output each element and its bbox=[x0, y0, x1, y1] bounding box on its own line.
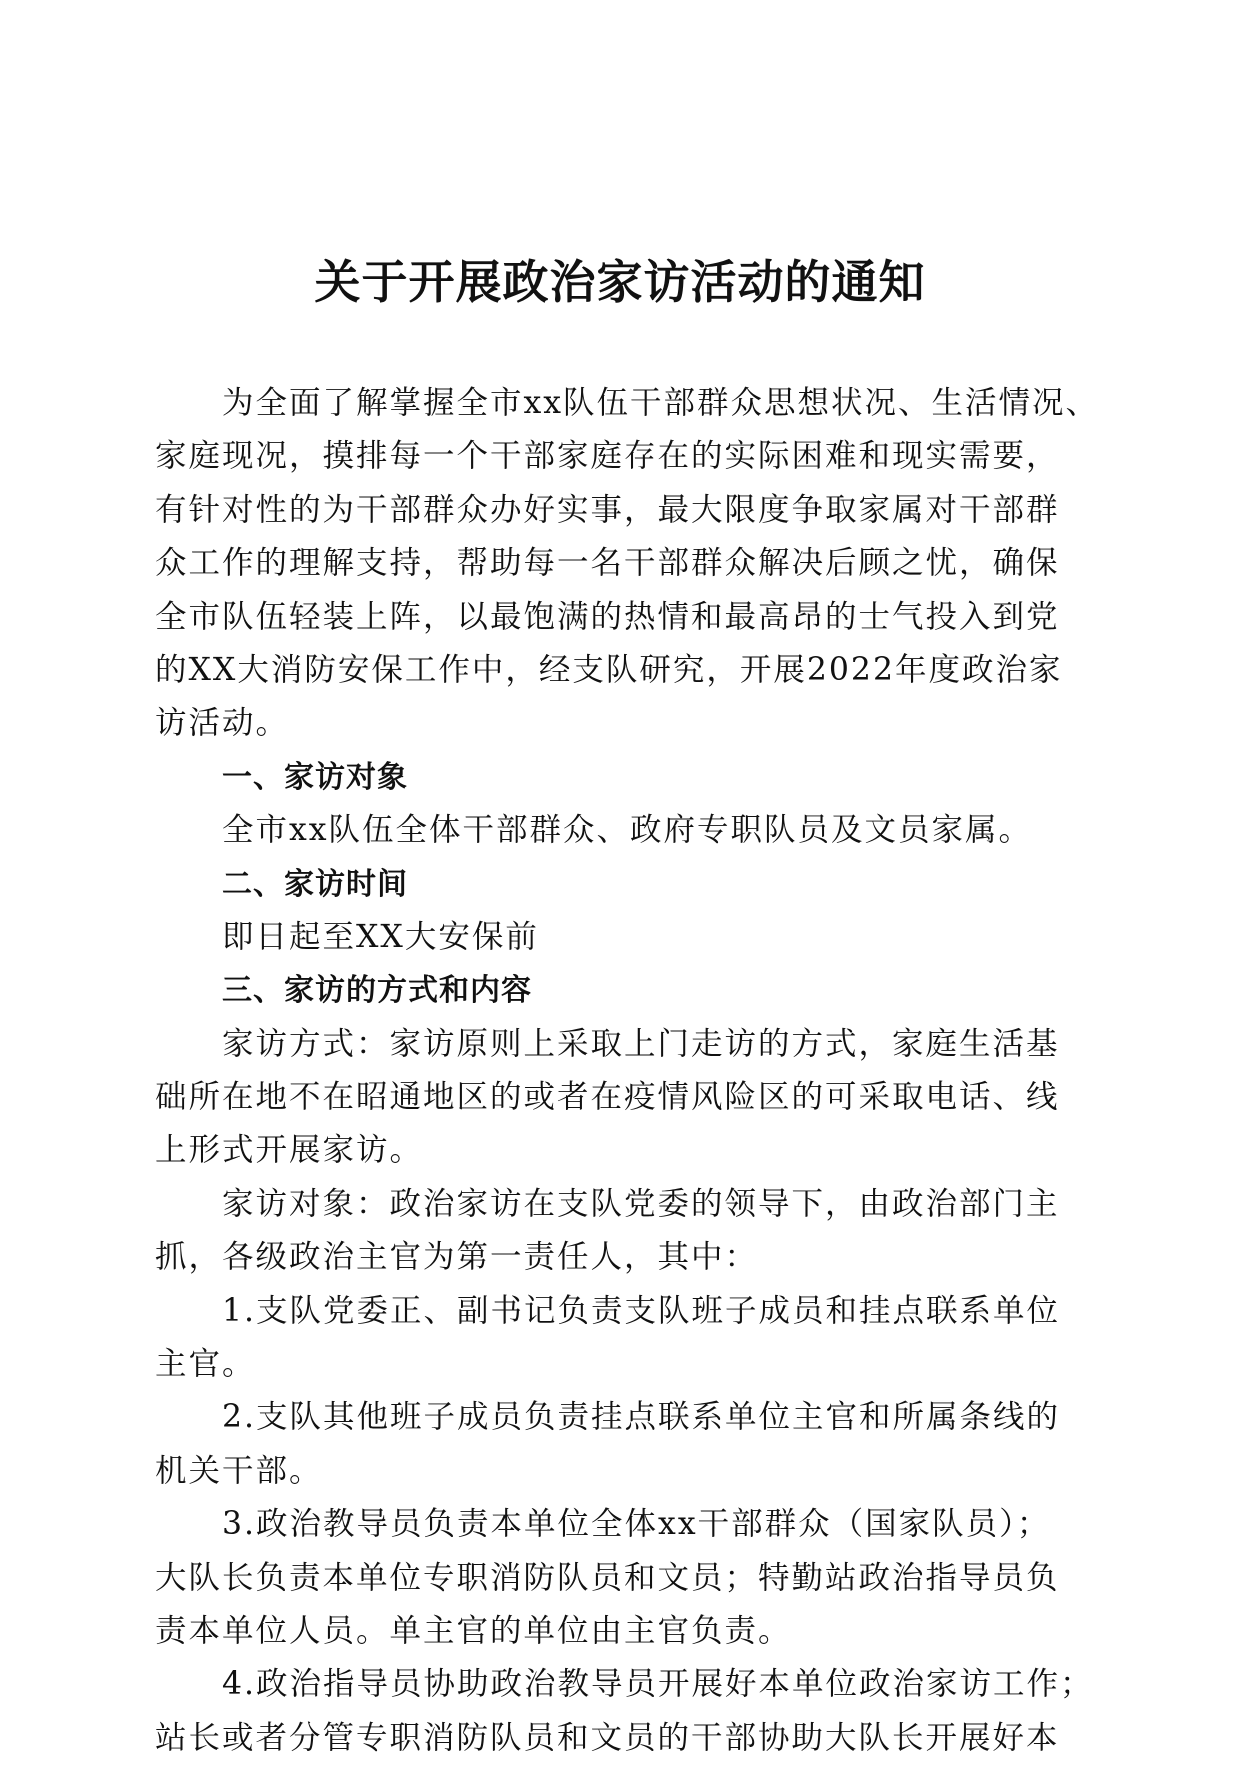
section-text-visit-targets bbox=[155, 804, 1085, 857]
paragraph-line: 为全面了解掌握全市xx队伍干部群众思想状况、生活情况、 bbox=[222, 385, 1100, 421]
paragraph-line: 即日起至XX大安保前 bbox=[222, 918, 539, 955]
paragraph-line: 2.支队其他班子成员负责挂点联系单位主官和所属条线的 bbox=[222, 1399, 1061, 1436]
list-item-3 bbox=[155, 1498, 1085, 1658]
paragraph-line: 4.政治指导员协助政治教导员开展好本单位政治家访工作； bbox=[222, 1666, 1094, 1703]
objects-paragraph bbox=[155, 1178, 1085, 1285]
paragraph-line: 家访方式：家访原则上采取上门走访的方式，家庭生活基 bbox=[222, 1025, 1060, 1062]
paragraph-line: 主官。 bbox=[155, 1346, 256, 1383]
document-body bbox=[155, 377, 1100, 1765]
section-heading-visit-method: 三、家访的方式和内容 bbox=[222, 973, 532, 1009]
paragraph-line: 有针对性的为干部群众办好实事，最大限度争取家属对干部群 bbox=[155, 491, 1060, 528]
section-heading-visit-targets: 一、家访对象 bbox=[222, 759, 408, 795]
paragraph-line: 上形式开展家访。 bbox=[155, 1132, 424, 1169]
paragraph-line: 家访对象：政治家访在支队党委的领导下，由政治部门主 bbox=[222, 1185, 1060, 1222]
paragraph-line: 众工作的理解支持，帮助每一名干部群众解决后顾之忧，确保 bbox=[155, 545, 1060, 582]
list-item-4 bbox=[155, 1658, 1094, 1765]
paragraph-line: 抓，各级政治主官为第一责任人，其中： bbox=[155, 1239, 759, 1276]
paragraph-line: 站长或者分管专职消防队员和文员的干部协助大队长开展好本 bbox=[155, 1719, 1060, 1756]
paragraph-line: 1.支队党委正、副书记负责支队班子成员和挂点联系单位 bbox=[222, 1292, 1061, 1329]
section-heading-visit-time: 二、家访时间 bbox=[222, 866, 408, 902]
paragraph-line: 的XX大消防安保工作中，经支队研究，开展2022年度政治家 bbox=[155, 651, 1063, 688]
paragraph-line: 家庭现况，摸排每一个干部家庭存在的实际困难和现实需要， bbox=[155, 438, 1060, 475]
intro-paragraph bbox=[155, 377, 1100, 751]
paragraph-line: 访活动。 bbox=[155, 705, 290, 742]
paragraph-line: 责本单位人员。单主官的单位由主官负责。 bbox=[155, 1612, 792, 1649]
paragraph-line: 全市xx队伍全体干部群众、政府专职队员及文员家属。 bbox=[222, 812, 1033, 849]
paragraph-line: 础所在地不在昭通地区的或者在疫情风险区的可采取电话、线 bbox=[155, 1079, 1060, 1116]
list-item-1 bbox=[155, 1285, 1085, 1392]
paragraph-line: 全市队伍轻装上阵，以最饱满的热情和最高昂的士气投入到党 bbox=[155, 598, 1060, 635]
paragraph-line: 机关干部。 bbox=[155, 1452, 323, 1489]
list-item-2 bbox=[155, 1391, 1085, 1498]
paragraph-line: 大队长负责本单位专职消防队员和文员；特勤站政治指导员负 bbox=[155, 1559, 1060, 1596]
paragraph-line: 3.政治教导员负责本单位全体xx干部群众（国家队员）； bbox=[222, 1506, 1051, 1543]
document-title: 关于开展政治家访活动的通知 bbox=[314, 255, 926, 309]
method-paragraph bbox=[155, 1018, 1085, 1178]
section-text-visit-time bbox=[155, 911, 1085, 964]
